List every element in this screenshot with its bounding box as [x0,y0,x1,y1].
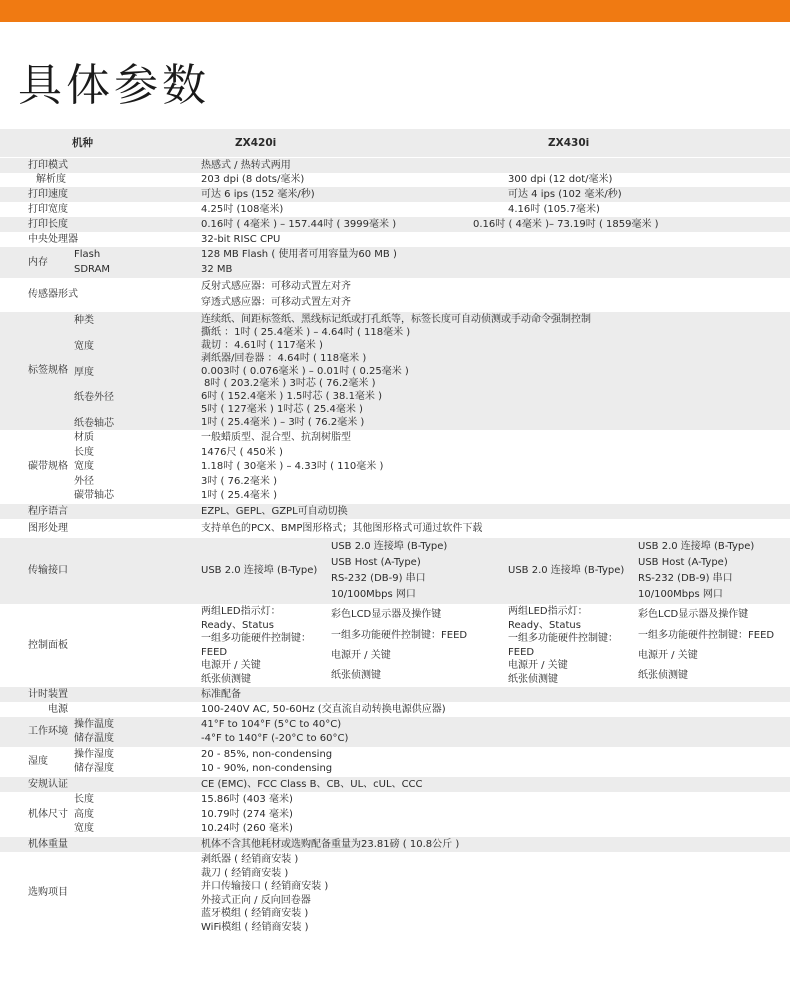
spec-value: Ready、Status [201,619,274,631]
spec-value: 32-bit RISC CPU [201,233,281,245]
row-label: 打印速度 [28,188,68,200]
header-band [0,129,790,157]
sub-label: 宽度 [74,461,94,473]
row-band [0,187,790,202]
row-band [0,504,790,519]
spec-value: 10 - 90%, non-condensing [201,763,333,775]
spec-value: 标准配备 [201,688,241,700]
spec-value: 300 dpi (12 dot/毫米) [508,174,613,186]
spec-value: 电源开 / 关键 [331,649,391,661]
spec-value: 彩色LCD显示器及操作键 [331,609,442,621]
spec-value: EZPL、GEPL、GZPL可自动切换 [201,505,348,517]
spec-value: 两组LED指示灯： [508,606,588,617]
sub-label: 材质 [74,432,94,444]
spec-value: USB Host (A-Type) [638,557,728,569]
spec-value: 203 dpi (8 dots/毫米) [201,174,305,186]
spec-value: 彩色LCD显示器及操作键 [638,609,749,621]
spec-value: USB 2.0 连接埠 (B-Type) [638,541,755,553]
row-label: 安规认证 [28,778,68,790]
spec-value: 41°F to 104°F (5°C to 40°C) [201,719,342,731]
row-band [0,158,790,173]
spec-value: 并口传输接口 ( 经销商安装 ) [201,881,329,893]
row-label: 工作环境 [28,726,68,738]
spec-value: 100-240V AC, 50-60Hz (交直流自动转换电源供应器) [201,703,446,715]
spec-value: 可达 4 ips (102 毫米/秒) [508,188,622,200]
spec-value: 电源开 / 关键 [201,660,261,672]
spec-value: 一组多功能硬件控制键：FEED [331,629,468,641]
spec-value: 0.16吋 ( 4毫米 )– 73.19吋 ( 1859毫米 ) [473,218,659,230]
spec-value: 纸张侦测键 [508,674,558,685]
row-label: 湿度 [28,756,48,768]
spec-value: RS-232 (DB-9) 串口 [638,573,733,585]
spec-value: 5吋 ( 127毫米 ) 1吋芯 ( 25.4毫米 ) [201,404,363,416]
sub-label: 宽度 [74,340,94,352]
sub-label: Flash [74,249,101,261]
sub-label: 高度 [74,808,94,820]
spec-value: 两组LED指示灯： [201,606,281,617]
row-label: 控制面板 [28,639,68,651]
spec-value: 3吋 ( 76.2毫米 ) [201,475,277,487]
spec-value: 蓝牙模组 ( 经销商安装 ) [201,908,309,920]
spec-value: 一般蜡质型、混合型、抗刮树脂型 [201,432,351,444]
row-band [0,687,790,702]
spec-value: 6吋 ( 152.4毫米 ) 1.5吋芯 ( 38.1毫米 ) [201,391,383,403]
spec-value: CE (EMC)、FCC Class B、CB、UL、cUL、CCC [201,778,423,790]
spec-value: 8吋 ( 203.2毫米 ) 3吋芯 ( 76.2毫米 ) [204,378,376,390]
sub-label: 外径 [74,475,94,487]
spec-value: FEED [201,646,228,658]
row-label: 传输接口 [28,565,68,577]
spec-value: 20 - 85%, non-condensing [201,749,333,761]
row-label: 计时装置 [28,688,68,700]
spec-value: 撕纸 ：1吋 ( 25.4毫米 ) – 4.64吋 ( 118毫米 ) [201,326,411,338]
row-label: 中央处理器 [28,233,78,245]
row-label: 内存 [28,256,48,268]
row-label: 传感器形式 [28,289,78,301]
spec-value: 电源开 / 关键 [638,649,698,661]
sub-label: 纸卷外径 [74,392,114,404]
row-label: 电源 [48,703,68,715]
sub-label: 碳带轴芯 [74,490,114,501]
row-label: 打印宽度 [28,203,68,215]
spec-value: RS-232 (DB-9) 串口 [331,573,426,585]
spec-value: 可达 6 ips (152 毫米/秒) [201,188,315,200]
spec-value: FEED [508,646,535,658]
spec-value: 裁刀 ( 经销商安装 ) [201,867,289,879]
row-band [0,717,790,747]
spec-value: 128 MB Flash ( 使用者可用容量为60 MB ) [201,249,397,261]
sub-label: 种类 [74,315,94,326]
row-label: 图形处理 [28,522,68,534]
sub-label: 储存温度 [74,733,114,745]
row-label: 选购项目 [28,887,68,899]
sub-label: 长度 [74,446,94,458]
spec-value: 1吋 ( 25.4毫米 ) [201,490,277,501]
row-label: 机体尺寸 [28,808,68,820]
spec-value: 32 MB [201,263,233,275]
spec-value: 热感式 / 热转式两用 [201,159,291,171]
row-label: 打印模式 [28,159,68,171]
spec-value: 1476尺 ( 450米 ) [201,446,283,458]
row-label: 程序语言 [28,505,68,517]
sub-label: 储存湿度 [74,763,114,775]
spec-value: 机体不含其他耗材或选购配备重量为23.81磅 ( 10.8公斤 ) [201,838,460,850]
spec-value: 一组多功能硬件控制键：FEED [638,629,775,641]
spec-value: 10/100Mbps 网口 [638,589,723,601]
spec-value: USB 2.0 连接埠 (B-Type) [331,541,448,553]
spec-value: WiFi模组 ( 经销商安装 ) [201,922,309,933]
spec-value: 15.86吋 (403 毫米) [201,794,293,806]
spec-value: 穿透式感应器：可移动式置左对齐 [201,297,351,309]
sub-label: SDRAM [74,263,111,275]
spec-value: 0.003吋 ( 0.076毫米 ) – 0.01吋 ( 0.25毫米 ) [201,365,409,377]
spec-value: -4°F to 140°F (-20°C to 60°C) [201,733,349,745]
spec-value: 裁切 ：4.61吋 ( 117毫米 ) [201,339,323,351]
spec-value: 10.79吋 (274 毫米) [201,808,293,820]
spec-value: 1.18吋 ( 30毫米 ) – 4.33吋 ( 110毫米 ) [201,461,384,473]
row-label: 机体重量 [28,838,68,850]
spec-value: 外接式正向 / 反向回卷器 [201,894,311,906]
header-model-label: 机种 [72,137,93,149]
sub-label: 操作湿度 [74,749,114,761]
spec-value: 电源开 / 关键 [508,660,568,672]
spec-value: 支持单色的PCX、BMP图形格式；其他图形格式可通过软件下载 [201,522,483,534]
spec-value: USB Host (A-Type) [331,557,421,569]
spec-value: 剥纸器 ( 经销商安装 ) [201,854,299,865]
spec-value: USB 2.0 连接埠 (B-Type) [508,565,625,577]
spec-value: 10.24吋 (260 毫米) [201,823,293,835]
spec-value: 4.25吋 (108毫米) [201,203,284,215]
sub-label: 长度 [74,794,94,806]
sub-label: 纸卷轴芯 [74,418,114,430]
row-label: 碳带规格 [28,461,68,473]
spec-value: 剥纸器/回卷器 ：4.64吋 ( 118毫米 ) [201,352,367,364]
spec-value: USB 2.0 连接埠 (B-Type) [201,565,318,577]
spec-value: 0.16吋 ( 4毫米 ) – 157.44吋 ( 3999毫米 ) [201,218,397,230]
spec-value: 纸张侦测键 [638,670,688,682]
spec-value: 1吋 ( 25.4毫米 ) – 3吋 ( 76.2毫米 ) [201,417,365,429]
header-model-a: ZX420i [235,137,277,149]
spec-value: 10/100Mbps 网口 [331,589,416,601]
row-label: 解析度 [36,174,66,186]
spec-value: 纸张侦测键 [331,670,381,682]
row-label: 标签规格 [28,365,68,377]
spec-value: 一组多功能硬件控制键： [508,633,618,645]
sub-label: 厚度 [74,366,94,378]
row-label: 打印长度 [28,218,68,230]
sub-label: 宽度 [74,823,94,835]
spec-value: 4.16吋 (105.7毫米) [508,203,600,215]
spec-value: 一组多功能硬件控制键： [201,633,311,645]
sub-label: 操作温度 [74,719,114,731]
spec-value: 纸张侦测键 [201,674,251,685]
page-title: 具体参数 [18,60,210,111]
spec-value: 连续纸、间距标签纸、黑线标记纸或打孔纸等，标签长度可自动侦测或手动命令强制控制 [201,314,591,325]
spec-value: Ready、Status [508,619,581,631]
header-model-b: ZX430i [548,137,590,149]
spec-value: 反射式感应器：可移动式置左对齐 [201,281,351,293]
